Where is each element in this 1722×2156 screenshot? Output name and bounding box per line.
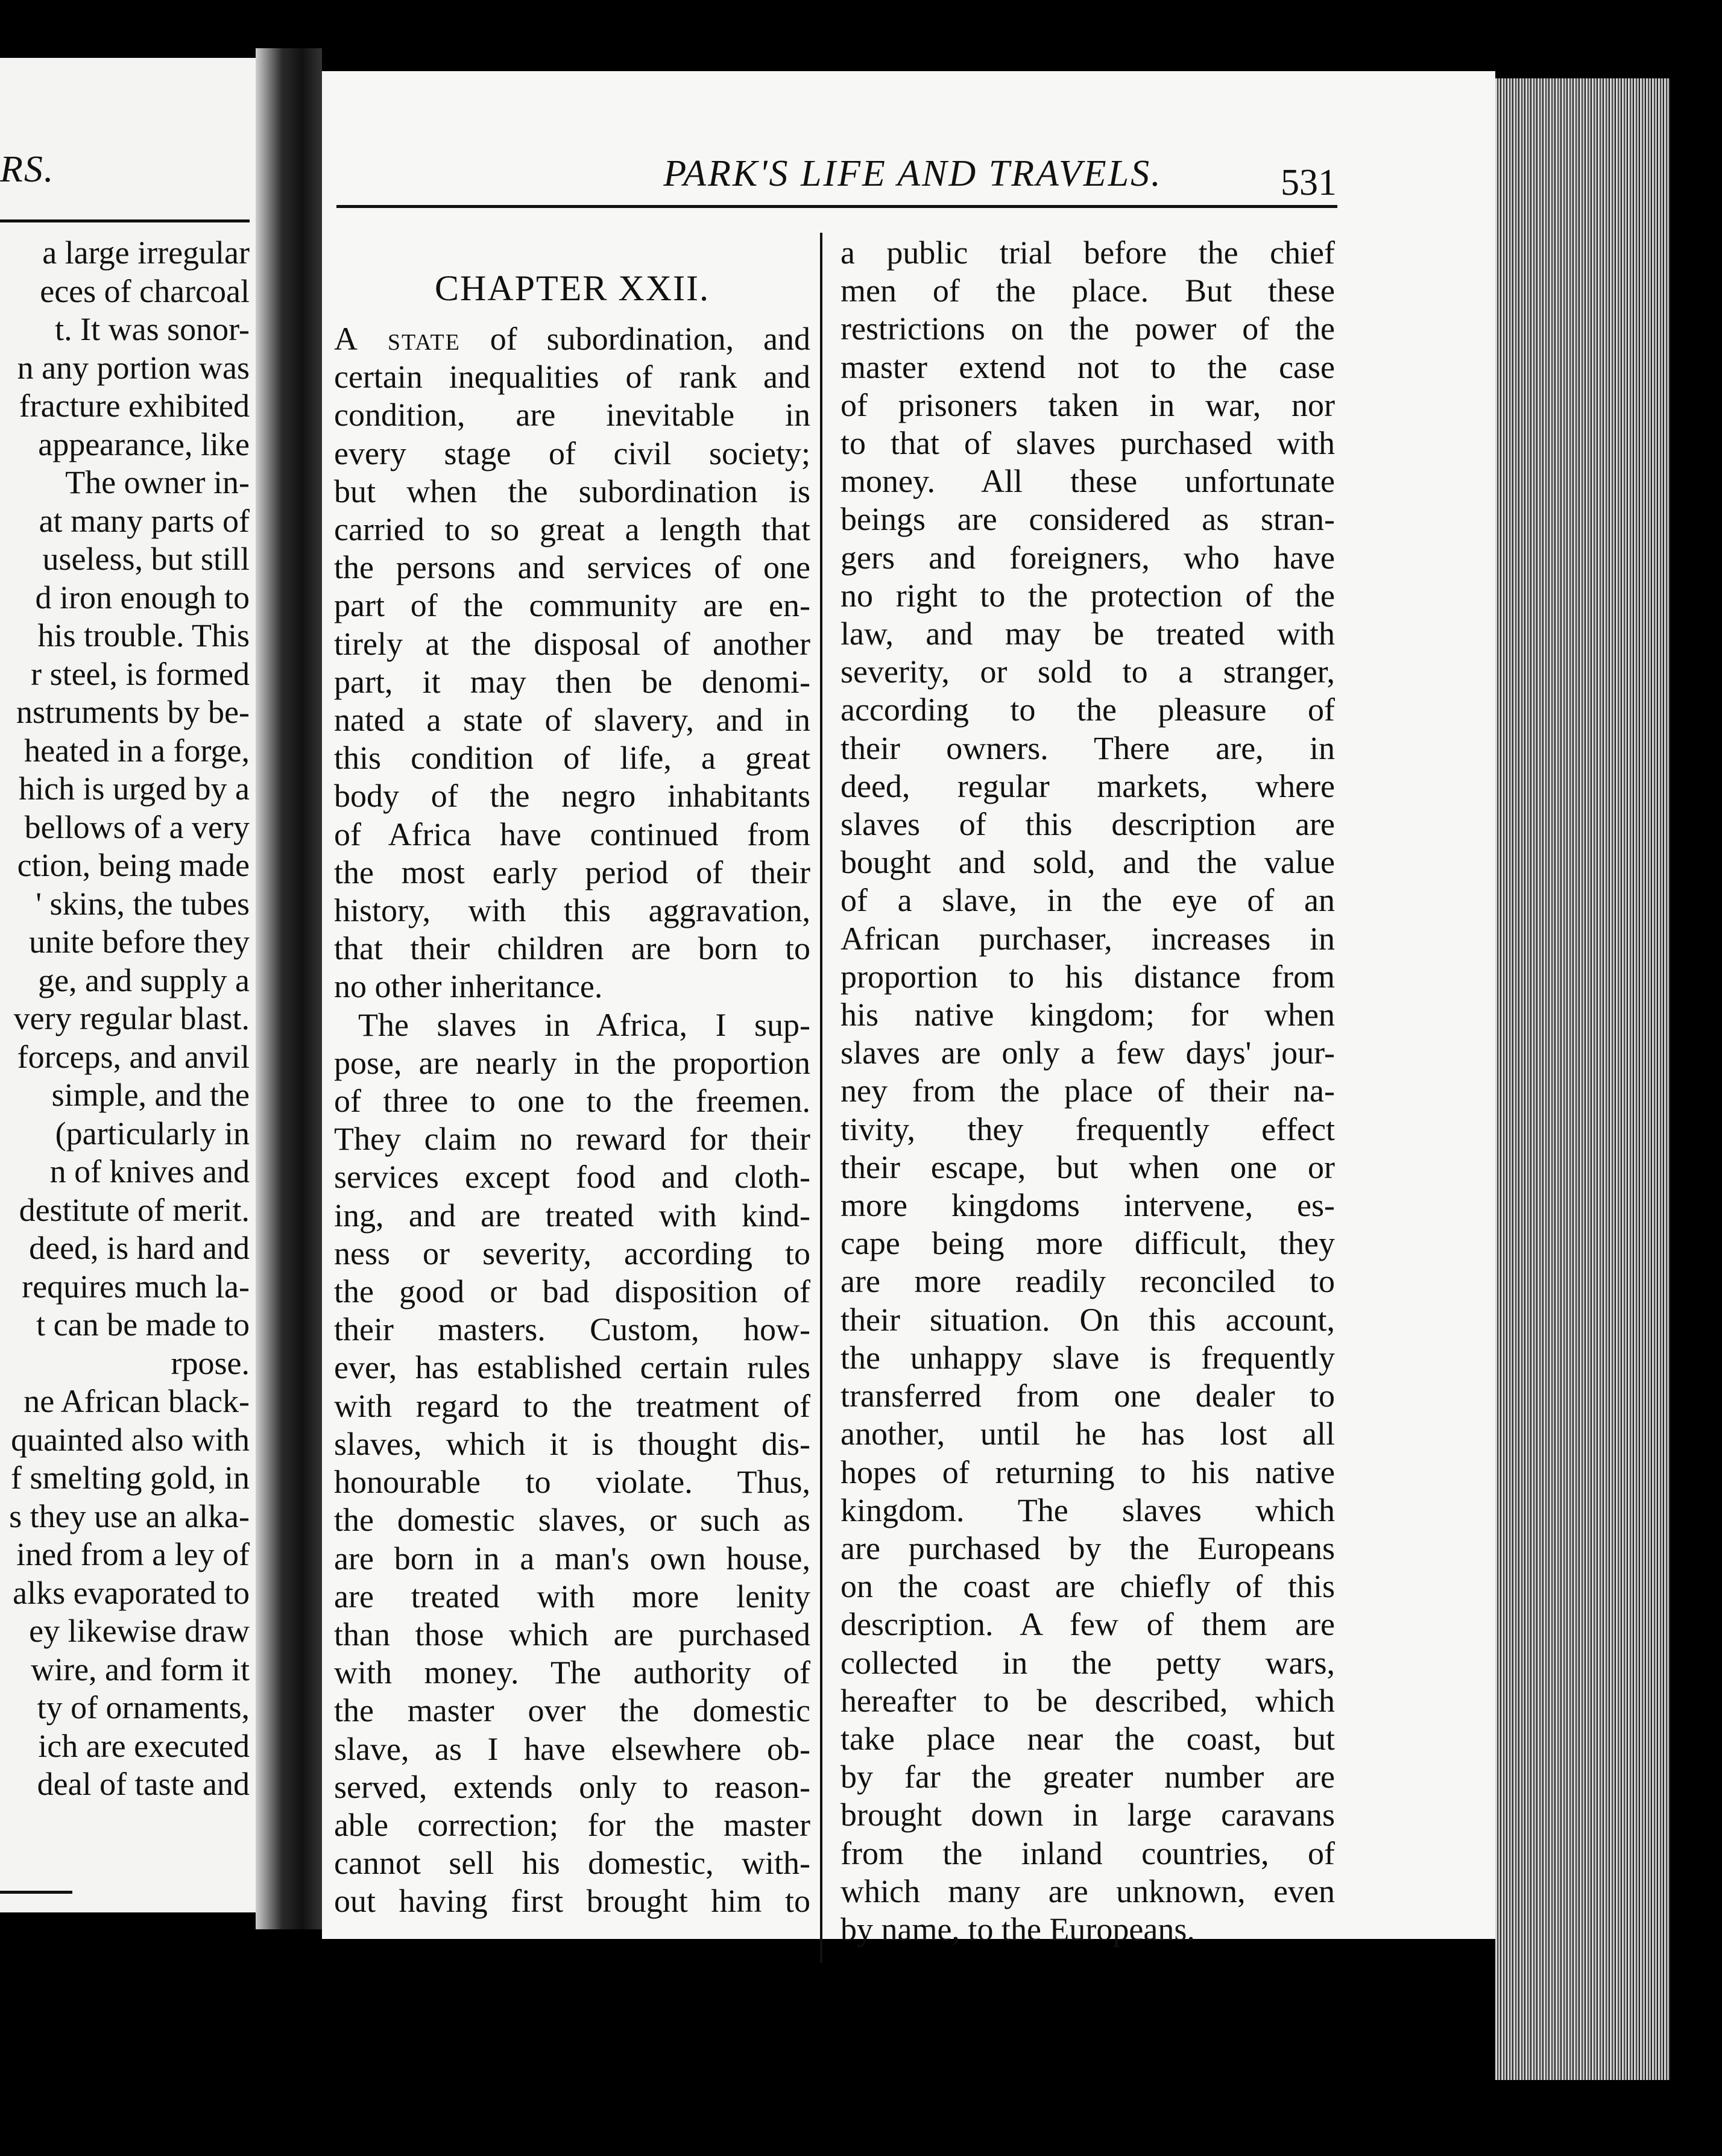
text-line: money. All these unfortunate [840, 463, 1335, 500]
text-line: ty of ornaments, [37, 1689, 250, 1726]
previous-page-text [0, 234, 250, 1804]
text-line: the unhappy slave is frequently [840, 1339, 1335, 1376]
text-line: his trouble. This [37, 617, 250, 654]
text-line: this condition of life, a great [334, 740, 810, 777]
text-line: of three to one to the freemen. [334, 1083, 810, 1120]
text-line: pose, are nearly in the proportion [334, 1044, 810, 1081]
text-line: part, it may then be denomi- [334, 663, 810, 700]
text-line: part of the community are en- [334, 587, 810, 624]
text-line: tirely at the disposal of another [334, 625, 810, 662]
text-line: ney from the place of their na- [840, 1073, 1335, 1109]
text-line: out having first brought him to [334, 1883, 810, 1920]
text-line: more kingdoms intervene, es- [840, 1187, 1335, 1224]
text-line: a large irregular [42, 235, 250, 271]
text-line: d iron enough to [35, 579, 250, 616]
text-line [334, 320, 810, 358]
text-line: nated a state of slavery, and in [334, 702, 810, 739]
text-line: ined from a ley of [16, 1536, 250, 1572]
text-line: collected in the petty wars, [840, 1644, 1335, 1681]
text-line: with regard to the treatment of [334, 1387, 810, 1424]
text-line: ever, has established certain rules [334, 1349, 810, 1386]
text-line: body of the negro inhabitants [334, 778, 810, 815]
text-line: master extend not to the case [840, 348, 1335, 385]
text-line: cape being more difficult, they [840, 1225, 1335, 1262]
text-line: nstruments by be- [16, 694, 250, 730]
text-line: of a slave, in the eye of an [840, 882, 1335, 919]
text-line: appearance, like [38, 426, 250, 462]
text-line: eces of charcoal [40, 273, 250, 309]
text-line: ing, and are treated with kind- [334, 1197, 810, 1234]
text-line: cannot sell his domestic, with- [334, 1845, 810, 1882]
text-line: hich is urged by a [19, 771, 250, 807]
text-line: are born in a man's own house, [334, 1540, 810, 1577]
text-line: history, with this aggravation, [334, 892, 810, 929]
text-line: hopes of returning to his native [840, 1454, 1335, 1490]
previous-page-fragment [0, 58, 256, 1912]
text-line: severity, or sold to a stranger, [840, 654, 1335, 690]
text-line: unite before they [29, 924, 250, 960]
text-line: gers and foreigners, who have [840, 539, 1335, 576]
text-line: able correction; for the master [334, 1806, 810, 1843]
text-line: condition, are inevitable in [334, 397, 810, 433]
text-line: take place near the coast, but [840, 1720, 1335, 1757]
text-line: ge, and supply a [38, 962, 250, 998]
text-line: t. It was sonor- [55, 311, 250, 347]
text-line: bought and sold, and the value [840, 844, 1335, 881]
text-line: no other inheritance. [334, 968, 603, 1005]
column-divider [820, 233, 822, 1963]
text-line: alks evaporated to [13, 1574, 250, 1611]
page-number: 531 [1281, 162, 1337, 203]
text-line: ne African black- [24, 1383, 250, 1419]
text-line: that their children are born to [334, 930, 810, 967]
text-line: are treated with more lenity [334, 1578, 810, 1615]
text-line: f smelting gold, in [11, 1460, 250, 1496]
text-line: destitute of merit. [19, 1191, 250, 1228]
text-line: but when the subordination is [334, 473, 810, 509]
text-line: kingdom. The slaves which [840, 1492, 1335, 1528]
text-line: a public trial before the chief [840, 235, 1335, 271]
text-line: by far the greater number are [840, 1759, 1335, 1795]
text-line: forceps, and anvil [17, 1038, 250, 1075]
text-line: by name, to the Europeans. [840, 1911, 1195, 1947]
text-line: ey likewise draw [29, 1613, 250, 1649]
text-line: useless, but still [42, 541, 250, 577]
text-line: African purchaser, increases in [840, 920, 1335, 957]
text-line: simple, and the [51, 1077, 250, 1113]
text-column-right [840, 234, 1335, 1949]
text-line: according to the pleasure of [840, 692, 1335, 728]
text-line: ich are executed [38, 1727, 250, 1764]
text-line: honourable to violate. Thus, [334, 1464, 810, 1501]
text-line: no right to the protection of the [840, 577, 1335, 614]
text-line: quainted also with [11, 1421, 250, 1458]
text-line: slaves of this description are [840, 806, 1335, 843]
left-column-body [334, 358, 810, 1920]
text-line: slaves, which it is thought dis- [334, 1425, 810, 1462]
text-line: slaves are only a few days' jour- [840, 1035, 1335, 1071]
text-line: which many are unknown, even [840, 1873, 1335, 1909]
text-line: fracture exhibited [19, 388, 250, 424]
text-line: The slaves in Africa, I sup- [358, 1006, 810, 1043]
text-line: bellows of a very [24, 808, 250, 845]
text-line: of prisoners taken in war, nor [840, 386, 1335, 423]
text-line: are more readily reconciled to [840, 1263, 1335, 1300]
text-line: to that of slaves purchased with [840, 425, 1335, 462]
text-line: the most early period of their [334, 854, 810, 890]
text-line: their masters. Custom, how- [334, 1311, 810, 1348]
text-line: of Africa have continued from [334, 816, 810, 853]
text-line: men of the place. But these [840, 273, 1335, 309]
text-line: their situation. On this account, [840, 1301, 1335, 1338]
text-line: every stage of civil society; [334, 435, 810, 471]
page-edges [1495, 78, 1670, 2080]
text-line: The owner in- [65, 464, 250, 500]
text-line: from the inland countries, of [840, 1835, 1335, 1871]
text-line: their owners. There are, in [840, 730, 1335, 766]
text-line: n any portion was [17, 349, 250, 386]
text-line: restrictions on the power of the [840, 310, 1335, 347]
chapter-title: CHAPTER XXII. [435, 268, 710, 308]
text-line: tivity, they frequently effect [840, 1111, 1335, 1147]
text-line: deed, regular markets, where [840, 768, 1335, 804]
text-line: rpose. [171, 1344, 250, 1381]
text-line: n of knives and [49, 1153, 250, 1190]
text-line: beings are considered as stran- [840, 501, 1335, 538]
text-line: served, extends only to reason- [334, 1768, 810, 1805]
text-line: deal of taste and [37, 1766, 250, 1802]
text-line: the master over the domestic [334, 1692, 810, 1729]
text-line: t can be made to [36, 1307, 250, 1343]
text-line: ction, being made [17, 847, 250, 883]
text-line: requires much la- [22, 1268, 250, 1305]
text-column-left [334, 231, 810, 1921]
text-line: deed, is hard and [29, 1230, 250, 1266]
text-line: at many parts of [39, 502, 250, 539]
text-line: carried to so great a length that [334, 511, 810, 548]
text-line: with money. The authority of [334, 1654, 810, 1691]
text-line: the persons and services of one [334, 549, 810, 586]
text-line: description. A few of them are [840, 1606, 1335, 1643]
text-line: ' skins, the tubes [36, 885, 250, 922]
book-page [322, 71, 1495, 1947]
text-line: heated in a forge, [24, 732, 250, 769]
text-line: hereafter to be described, which [840, 1682, 1335, 1719]
text-line: r steel, is formed [31, 655, 250, 692]
previous-page-end-rule [0, 1891, 72, 1894]
text-line: slave, as I have elsewhere ob- [334, 1730, 810, 1767]
lead-line-rest: of subordination, and [460, 321, 810, 357]
text-line: (particularly in [55, 1115, 250, 1152]
text-line: law, and may be treated with [840, 616, 1335, 652]
text-line: very regular blast. [13, 1000, 250, 1036]
text-line: ness or severity, according to [334, 1235, 810, 1272]
text-line: are purchased by the Europeans [840, 1530, 1335, 1566]
text-line: their escape, but when one or [840, 1149, 1335, 1185]
text-line: his native kingdom; for when [840, 997, 1335, 1033]
text-line: the domestic slaves, or such as [334, 1502, 810, 1539]
header-rule [336, 205, 1337, 208]
text-line: wire, and form it [31, 1651, 250, 1688]
text-line: brought down in large caravans [840, 1797, 1335, 1833]
text-line: on the coast are chiefly of this [840, 1568, 1335, 1605]
text-line: transferred from one dealer to [840, 1378, 1335, 1414]
text-line: the good or bad disposition of [334, 1273, 810, 1310]
text-line: another, until he has lost all [840, 1416, 1335, 1452]
running-head: PARK'S LIFE AND TRAVELS. [663, 153, 1162, 194]
text-line: than those which are purchased [334, 1616, 810, 1653]
text-line: proportion to his distance from [840, 958, 1335, 995]
text-line: services except food and cloth- [334, 1159, 810, 1196]
text-line: They claim no reward for their [334, 1121, 810, 1158]
text-line: s they use an alka- [9, 1498, 250, 1534]
text-line: certain inequalities of rank and [334, 359, 810, 396]
book-gutter [256, 48, 322, 1929]
lead-small-caps: A state [334, 321, 461, 357]
previous-page-running-head: RS. [0, 149, 55, 190]
previous-page-head-rule [0, 219, 250, 222]
